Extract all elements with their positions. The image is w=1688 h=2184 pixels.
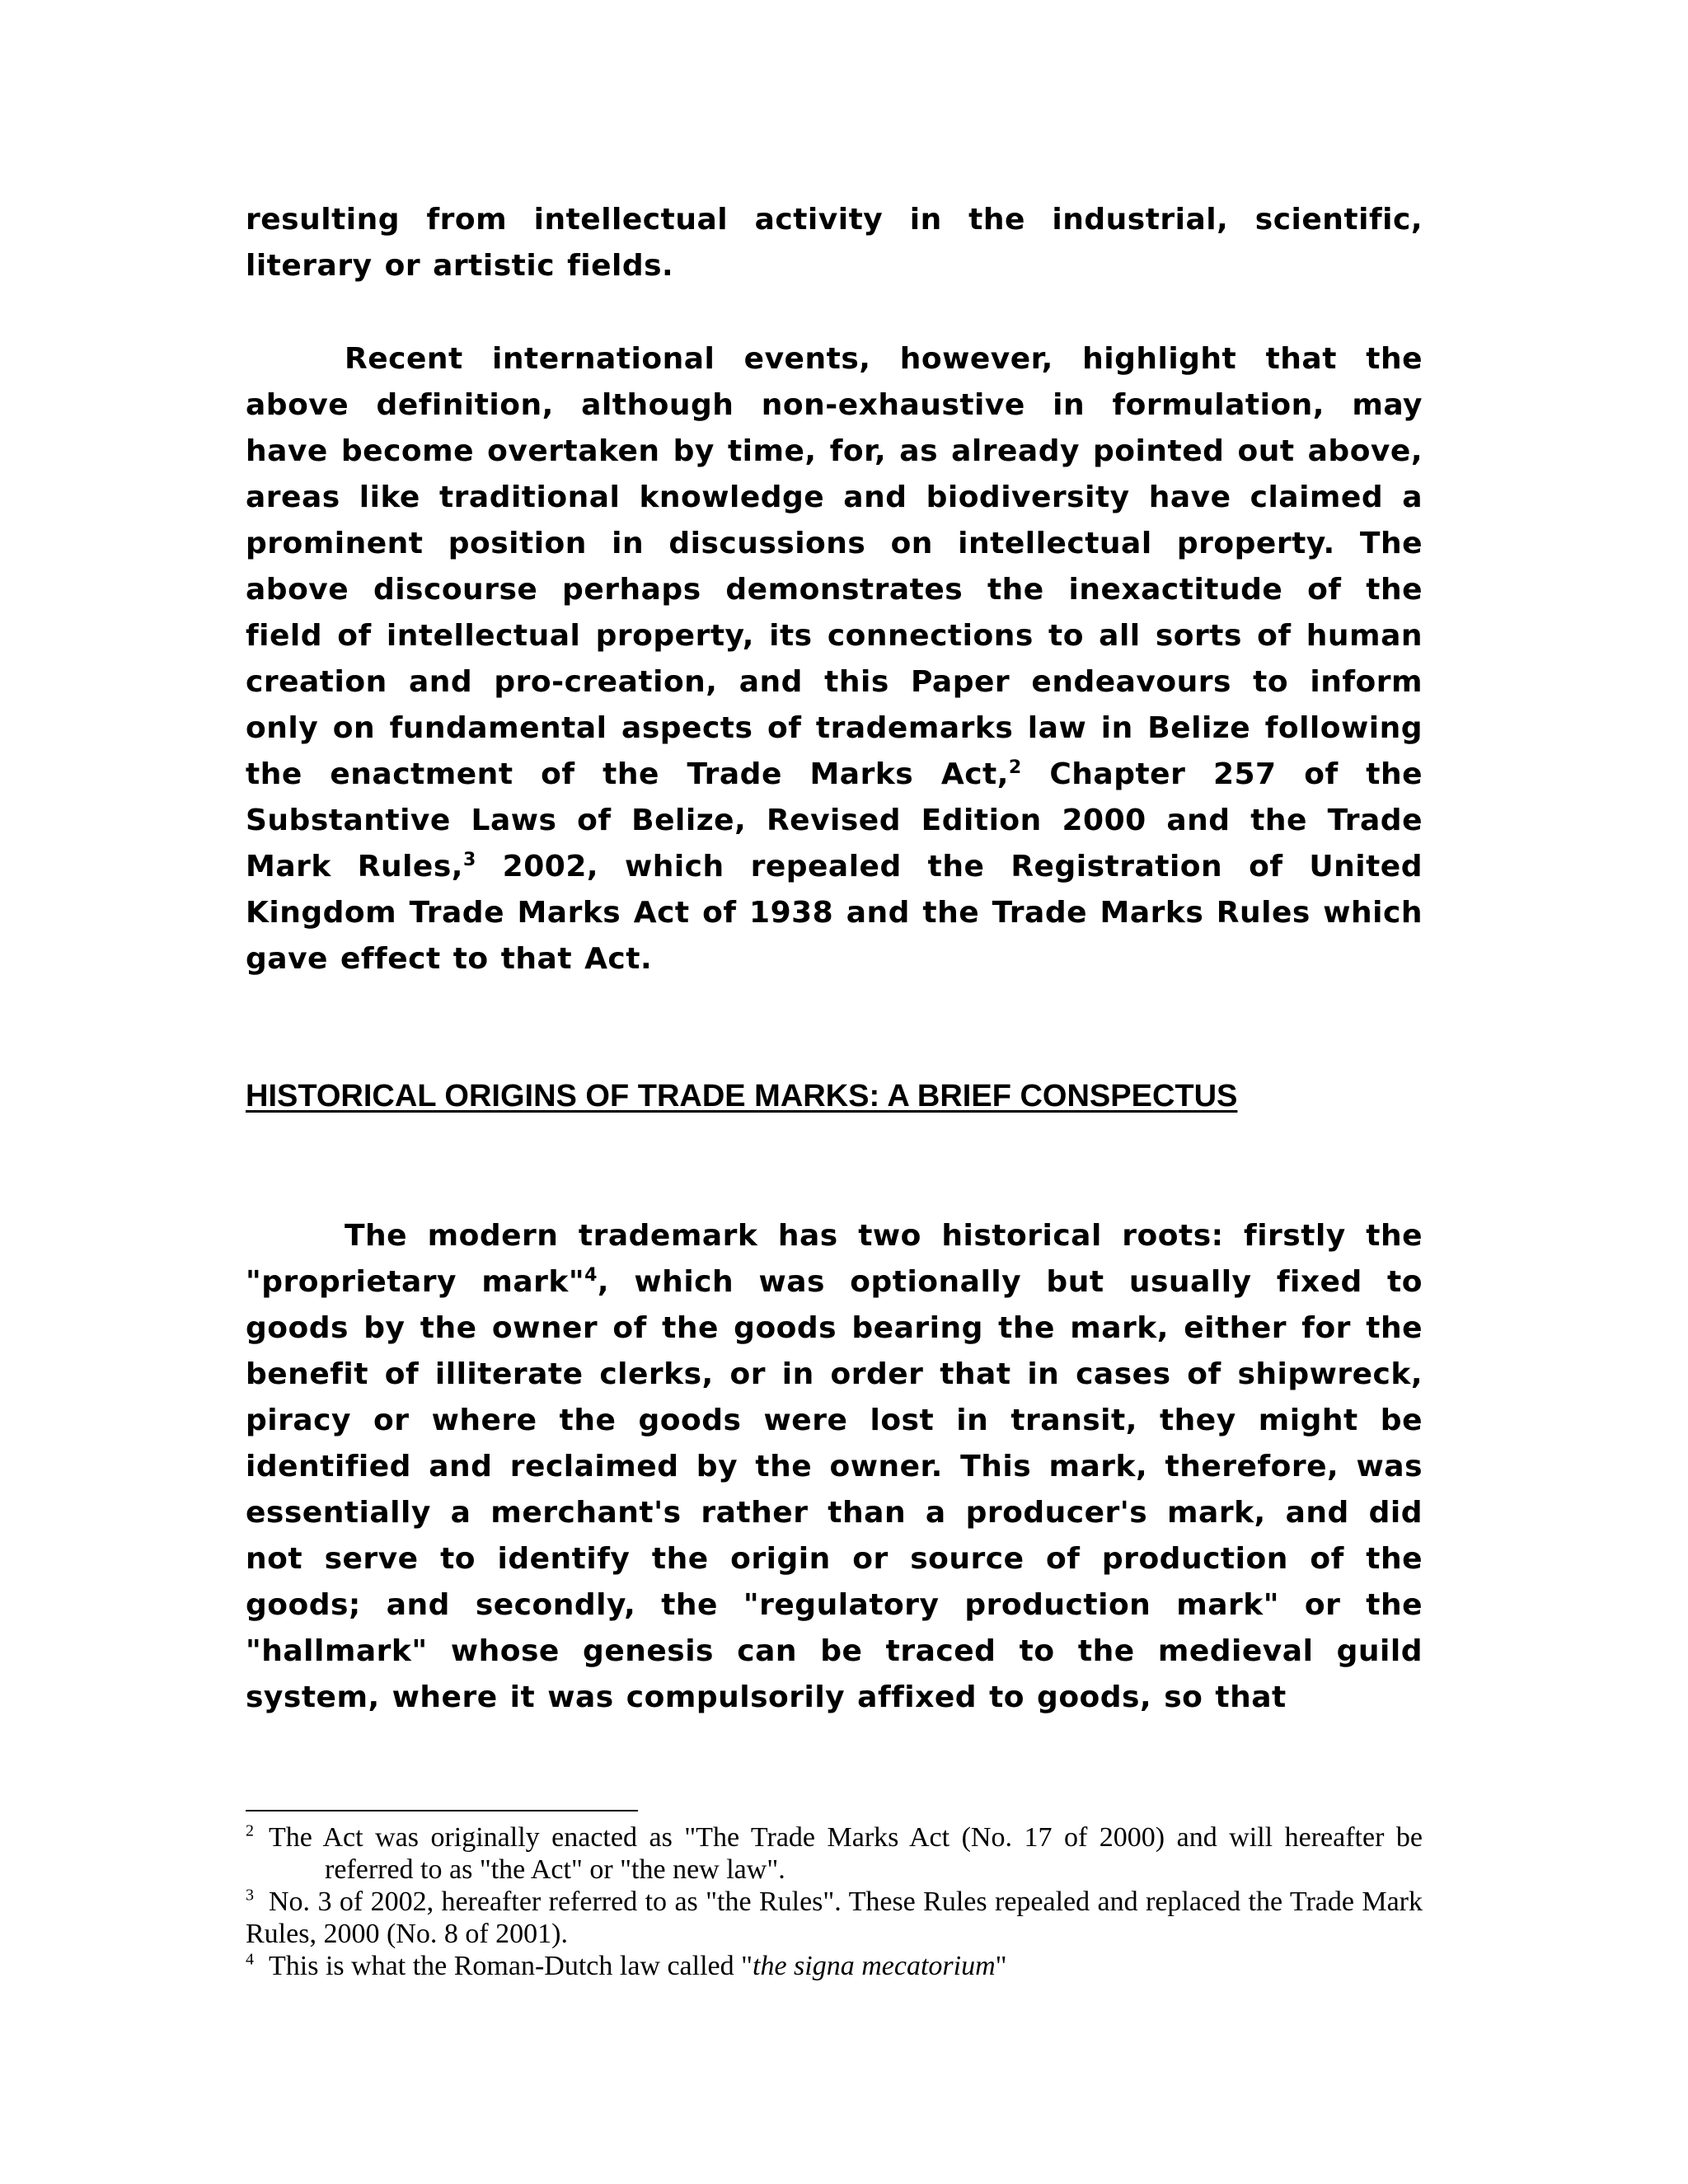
footnote-separator <box>246 1810 638 1811</box>
footnote-3 <box>246 1886 1423 1950</box>
footnote-italic-term: the signa mecatorium <box>753 1951 996 1981</box>
footnote-text: " <box>995 1951 1007 1981</box>
paragraph-text: resulting from intellectual activity in the industrial, scientific, literary or artistic fields. <box>246 203 1423 283</box>
footnotes <box>246 1821 1423 1982</box>
footnote-ref-3[interactable]: 3 <box>462 850 476 870</box>
paragraph-intro-end <box>246 197 1423 289</box>
paragraph-recent-events <box>246 336 1423 982</box>
paragraph-text: The modern trademark has two historical roots: firstly the "proprietary mark" <box>246 1219 1423 1299</box>
footnote-number: 2 <box>246 1821 254 1840</box>
footnote-text: This is what the Roman-Dutch law called " <box>269 1951 753 1981</box>
footnote-4 <box>246 1950 1423 1982</box>
footnote-text: The Act was originally enacted as "The Trade Marks Act (No. 17 of 2000) and will hereafter be referred to as "the Act" or "the new law". <box>269 1822 1423 1885</box>
paragraph-text: , which was optionally but usually fixed to goods by the owner of the goods bearing the mark, either for the benefit of illiterate clerks, or in order that in cases of shipwreck, piracy or where the goods were lost in transit, they might be identified and reclaimed by the owner. This mark, therefore, was essentially a merchant's rather than a producer's mark, and did not serve to identify the origin or source of production of the goods; and secondly, the "regulatory production mark" or the "hallmark" whose genesis can be traced to the medieval guild system, where it was compulsorily affixed to goods, so that <box>246 1265 1423 1714</box>
paragraph-modern-trademark <box>246 1213 1423 1721</box>
section-heading: HISTORICAL ORIGINS OF TRADE MARKS: A BRIEF CONSPECTUS <box>246 1079 1238 1113</box>
footnote-number: 4 <box>246 1950 254 1969</box>
paragraph-text: Chapter 257 of the Substantive Laws of Belize, Revised Edition 2000 and the Trade Mark Rules, <box>246 757 1423 883</box>
paragraph-text: 2002, which repealed the Registration of United Kingdom Trade Marks Act of 1938 and the Trade Marks Rules which gave effect to that Act. <box>246 850 1423 976</box>
footnote-2 <box>246 1821 1423 1886</box>
footnote-ref-4[interactable]: 4 <box>584 1265 598 1286</box>
footnote-ref-2[interactable]: 2 <box>1008 757 1022 778</box>
footnote-number: 3 <box>246 1886 254 1905</box>
footnote-text: No. 3 of 2002, hereafter referred to as "the Rules". These Rules repealed and replaced the Trade Mark Rules, 2000 (No. 8 of 2001). <box>246 1886 1423 1949</box>
paragraph-text: Recent international events, however, highlight that the above definition, although non-exhaustive in formulation, may have become overtaken by time, for, as already pointed out above, areas like traditional knowledge and biodiversity have claimed a prominent position in discussions on intellectual property. The above discourse perhaps demonstrates the inexactitude of the field of intellectual property, its connections to all sorts of human creation and pro-creation, and this Paper endeavours to inform only on fundamental aspects of trademarks law in Belize following the enactment of the Trade Marks Act, <box>246 342 1423 791</box>
